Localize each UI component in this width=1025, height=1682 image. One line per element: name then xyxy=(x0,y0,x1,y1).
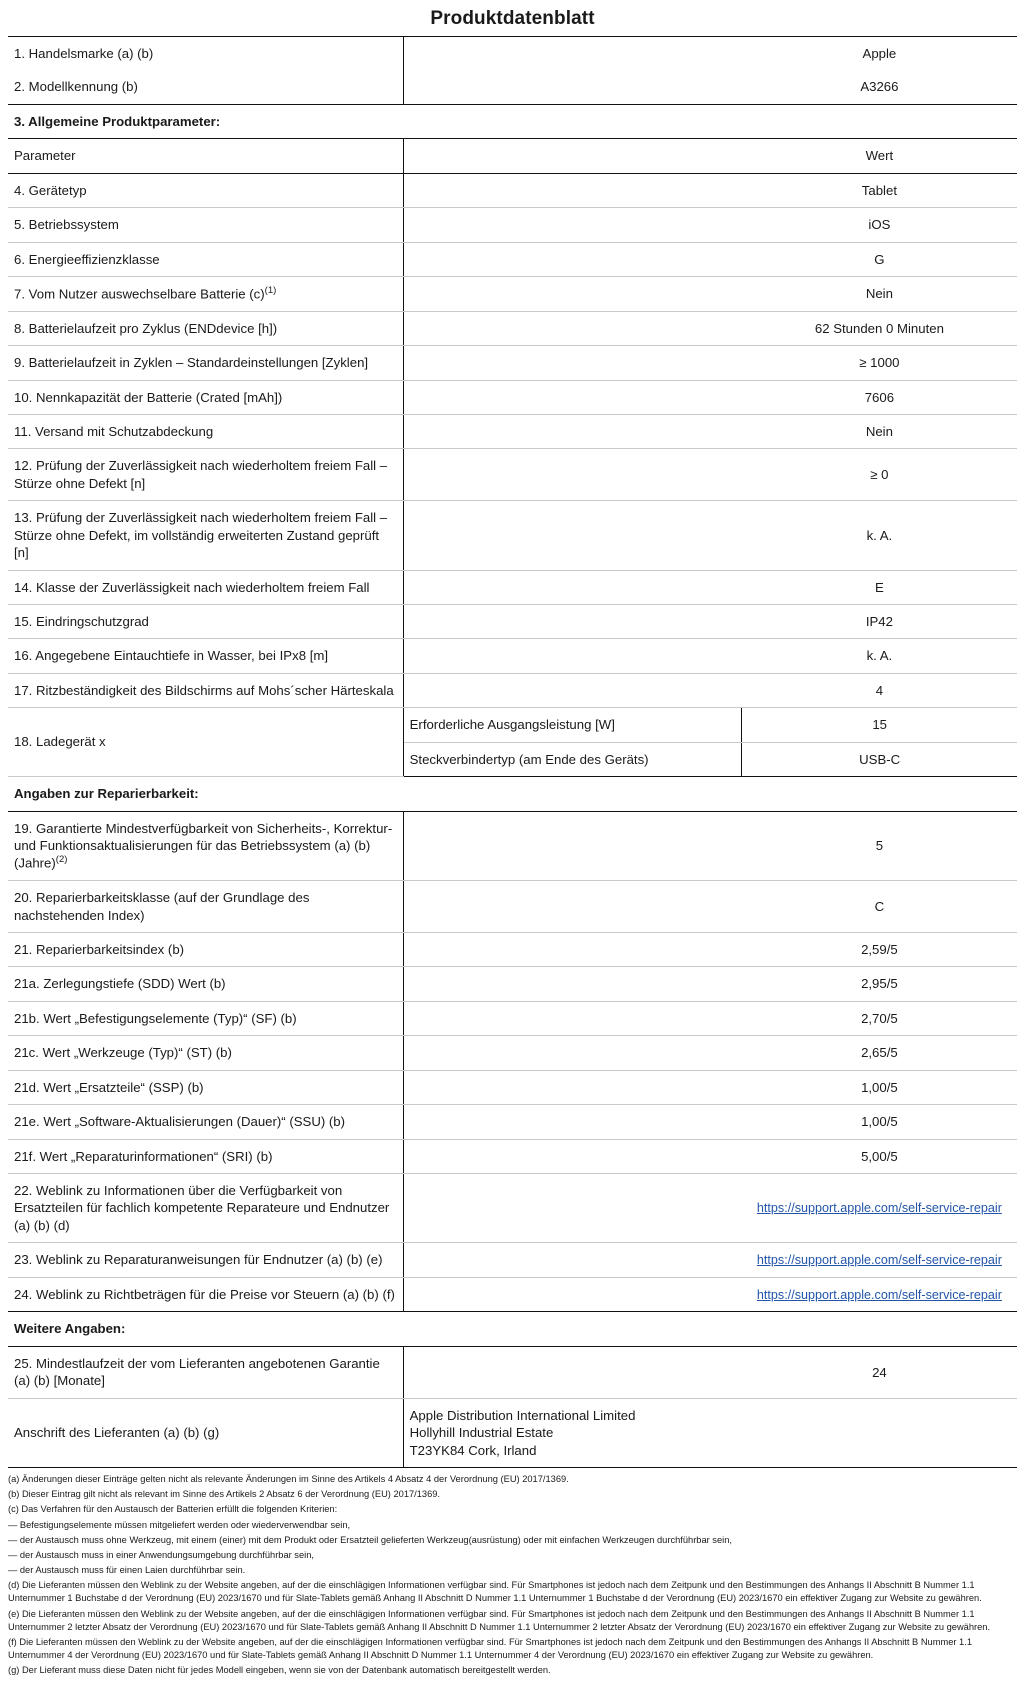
table-row xyxy=(8,346,1017,380)
row-label xyxy=(8,811,403,881)
table-row xyxy=(8,1139,1017,1173)
table-row xyxy=(8,1173,1017,1242)
row-value: G xyxy=(742,242,1017,276)
table-row xyxy=(8,1105,1017,1139)
self-service-repair-link[interactable]: https://support.apple.com/self-service-repair xyxy=(756,1287,1002,1302)
table-column-headers xyxy=(8,139,1017,173)
row-spacer xyxy=(403,70,742,104)
row-label: 4. Gerätetyp xyxy=(8,173,403,207)
table-row xyxy=(8,1277,1017,1312)
table-row xyxy=(8,1036,1017,1070)
row-value: 24 xyxy=(742,1346,1017,1398)
table-row-charger xyxy=(8,708,1017,742)
row-value: k. A. xyxy=(742,639,1017,673)
supplier-address-value xyxy=(403,1398,1017,1467)
row-spacer xyxy=(403,1346,742,1398)
table-row xyxy=(8,276,1017,311)
row-spacer xyxy=(403,449,742,501)
row-value: 7606 xyxy=(742,380,1017,414)
row-label: 13. Prüfung der Zuverlässigkeit nach wiederholtem freiem Fall – Stürze ohne Defekt, im vollständig erweiterten Zustand geprüft [n] xyxy=(8,501,403,570)
row-value: 62 Stunden 0 Minuten xyxy=(742,311,1017,345)
row-spacer xyxy=(403,1173,742,1242)
row-spacer xyxy=(403,639,742,673)
table-row xyxy=(8,242,1017,276)
row-label: 16. Angegebene Eintauchtiefe in Wasser, bei IPx8 [m] xyxy=(8,639,403,673)
supplier-address-line-3: T23YK84 Cork, Irland xyxy=(409,1442,537,1458)
datasheet-table xyxy=(8,36,1017,1468)
row-value: E xyxy=(742,570,1017,604)
row-label: 9. Batterielaufzeit in Zyklen – Standardeinstellungen [Zyklen] xyxy=(8,346,403,380)
section-header-general xyxy=(8,104,1017,138)
supplier-address-line-2: Hollyhill Industrial Estate xyxy=(409,1425,554,1441)
table-row xyxy=(8,1243,1017,1278)
table-row xyxy=(8,1001,1017,1035)
row-value: 2,70/5 xyxy=(742,1001,1017,1035)
row-label: 5. Betriebssystem xyxy=(8,208,403,242)
table-row xyxy=(8,311,1017,345)
footnote: (a) Änderungen dieser Einträge gelten nicht als relevante Änderungen im Sinne des Artikels 4 Absatz 4 der Verordnung (EU) 2017/1369. xyxy=(8,1473,569,1484)
row-spacer xyxy=(403,1001,742,1035)
row-value: USB-C xyxy=(742,742,1017,776)
table-row xyxy=(8,881,1017,933)
row-label: 20. Reparierbarkeitsklasse (auf der Grundlage des nachstehenden Index) xyxy=(8,881,403,933)
row-spacer xyxy=(403,501,742,570)
row-spacer xyxy=(403,967,742,1001)
row-value: 5 xyxy=(742,811,1017,881)
row-spacer xyxy=(403,1243,742,1278)
row-spacer xyxy=(403,276,742,311)
table-row xyxy=(8,449,1017,501)
footnote-marker: (2) xyxy=(55,854,68,866)
table-row xyxy=(8,639,1017,673)
row-spacer xyxy=(403,1036,742,1070)
row-label: 25. Mindestlaufzeit der vom Lieferanten angebotenen Garantie (a) (b) [Monate] xyxy=(8,1346,403,1398)
row-value: Apple xyxy=(742,37,1017,71)
row-spacer xyxy=(403,1070,742,1104)
footnote: (d) Die Lieferanten müssen den Weblink zu der Website angeben, auf der die einschlägigen Informationen verfügbar sind. Für Smartphones ist jedoch nach dem Zeitpunk und den Bestimmungen des Anhangs II Abschnitt B Nummer 1.1 Unternummer 1 Buchstabe d der Verordnung (EU) 2023/1670 und für Slate-Tablets gemäß Anhang II Abschnitt D Nummer 1.1 Unternummer 1 Buchstabe d der Verordnung (EU) 2023/1670 ein effektiver Zugang zur Website zu gewähren. xyxy=(8,1580,982,1604)
row-spacer xyxy=(403,311,742,345)
footnote: (c) Das Verfahren für den Austausch der Batterien erfüllt die folgenden Kriterien: xyxy=(8,1504,338,1515)
row-label: 24. Weblink zu Richtbeträgen für die Preise vor Steuern (a) (b) (f) xyxy=(8,1277,403,1312)
self-service-repair-link[interactable]: https://support.apple.com/self-service-repair xyxy=(756,1201,1002,1216)
footnote: (b) Dieser Eintrag gilt nicht als relevant im Sinne des Artikels 2 Absatz 6 der Verordnung (EU) 2017/1369. xyxy=(8,1489,441,1500)
row-value: C xyxy=(742,881,1017,933)
row-spacer xyxy=(403,933,742,967)
row-label: 12. Prüfung der Zuverlässigkeit nach wiederholtem freiem Fall – Stürze ohne Defekt [n] xyxy=(8,449,403,501)
row-spacer xyxy=(403,811,742,881)
section-label: Weitere Angaben: xyxy=(8,1312,1017,1346)
footnotes xyxy=(8,1473,1017,1678)
row-value: Nein xyxy=(742,276,1017,311)
table-row xyxy=(8,415,1017,449)
row-label: 2. Modellkennung (b) xyxy=(8,70,403,104)
row-label xyxy=(8,276,403,311)
row-label-text: 19. Garantierte Mindestverfügbarkeit von Sicherheits-, Korrektur- und Funktionsaktualisierungen für das Betriebssystem (a) (b) (Jahre) xyxy=(14,820,393,871)
column-header-parameter: Parameter xyxy=(8,139,403,173)
footnote: (f) Die Lieferanten müssen den Weblink zu der Website angeben, auf der die einschlägigen Informationen verfügbar sind. Für Smartphones ist jedoch nach dem Zeitpunk und den Bestimmungen des Anhangs II Abschnitt B Nummer 1.1 Unternummer 4 der Verordnung (EU) 2023/1670 und für Slate-Tablets gemäß Anhang II Abschnitt D Nummer 1.1 Unternummer 4 der Verordnung (EU) 2023/1670 ein effektiver Zugang zur Website zu gewähren. xyxy=(8,1637,972,1661)
row-label: 21d. Wert „Ersatzteile“ (SSP) (b) xyxy=(8,1070,403,1104)
row-value: A3266 xyxy=(742,70,1017,104)
row-spacer xyxy=(403,139,742,173)
section-label: 3. Allgemeine Produktparameter: xyxy=(8,104,1017,138)
row-spacer xyxy=(403,380,742,414)
row-spacer xyxy=(403,1105,742,1139)
product-information-sheet xyxy=(0,8,1025,1682)
footnote: — Befestigungselemente müssen mitgeliefert werden oder wiederverwendbar sein, xyxy=(8,1519,351,1530)
table-row xyxy=(8,967,1017,1001)
row-label: 23. Weblink zu Reparaturanweisungen für Endnutzer (a) (b) (e) xyxy=(8,1243,403,1278)
footnote: (e) Die Lieferanten müssen den Weblink zu der Website angeben, auf der die einschlägigen Informationen verfügbar sind. Für Smartphones ist jedoch nach dem Zeitpunk und den Bestimmungen des Anhangs II Abschnitt B Nummer 1.1 Unternummer 2 letzter Absatz der Verordnung (EU) 2023/1670 und für Slate-Tablets gemäß Anhang II Abschnitt D Nummer 1.1 Unternummer 2 letzter Absatz der Verordnung (EU) 2023/1670 ein effektiver Zugang zur Website zu gewähren. xyxy=(8,1608,991,1632)
row-label: 14. Klasse der Zuverlässigkeit nach wiederholtem freiem Fall xyxy=(8,570,403,604)
row-value: 2,65/5 xyxy=(742,1036,1017,1070)
table-row xyxy=(8,673,1017,707)
row-value: 15 xyxy=(742,708,1017,742)
row-value xyxy=(742,1173,1017,1242)
section-header-further xyxy=(8,1312,1017,1346)
row-label: 22. Weblink zu Informationen über die Verfügbarkeit von Ersatzteilen für fachlich kompetente Reparateure und Endnutzer (a) (b) (d) xyxy=(8,1173,403,1242)
table-row xyxy=(8,811,1017,881)
column-header-value: Wert xyxy=(742,139,1017,173)
row-spacer xyxy=(403,37,742,71)
row-value: ≥ 1000 xyxy=(742,346,1017,380)
table-row xyxy=(8,1070,1017,1104)
footnote: — der Austausch muss für einen Laien durchführbar sein. xyxy=(8,1565,246,1576)
row-value: ≥ 0 xyxy=(742,449,1017,501)
row-value: Nein xyxy=(742,415,1017,449)
table-row xyxy=(8,208,1017,242)
row-label-text: 7. Vom Nutzer auswechselbare Batterie (c) xyxy=(14,286,265,302)
row-spacer xyxy=(403,570,742,604)
table-row xyxy=(8,604,1017,638)
table-row xyxy=(8,70,1017,104)
row-spacer xyxy=(403,1277,742,1312)
row-spacer xyxy=(403,604,742,638)
table-row-supplier-address xyxy=(8,1398,1017,1467)
row-label: 17. Ritzbeständigkeit des Bildschirms auf Mohs´scher Härteskala xyxy=(8,673,403,707)
section-label: Angaben zur Reparierbarkeit: xyxy=(8,777,1017,811)
footnote: (g) Der Lieferant muss diese Daten nicht für jedes Modell eingeben, wenn sie von der Datenbank automatisch bereitgestellt werden. xyxy=(8,1665,551,1676)
supplier-address-line-1: Apple Distribution International Limited xyxy=(409,1407,636,1423)
row-label: 18. Ladegerät x xyxy=(8,708,403,777)
row-spacer xyxy=(403,415,742,449)
row-value: 1,00/5 xyxy=(742,1070,1017,1104)
table-row xyxy=(8,933,1017,967)
row-spacer xyxy=(403,346,742,380)
footnote: — der Austausch muss ohne Werkzeug, mit einem (einer) mit dem Produkt oder Ersatzteil gelieferten Werkzeug(ausrüstung) oder mit einfachen Werkzeugen durchführbar sein, xyxy=(8,1534,732,1545)
row-value: 1,00/5 xyxy=(742,1105,1017,1139)
row-value: 5,00/5 xyxy=(742,1139,1017,1173)
row-value: k. A. xyxy=(742,501,1017,570)
row-label: 21b. Wert „Befestigungselemente (Typ)“ (SF) (b) xyxy=(8,1001,403,1035)
row-value: 2,59/5 xyxy=(742,933,1017,967)
row-label: 6. Energieeffizienzklasse xyxy=(8,242,403,276)
self-service-repair-link[interactable]: https://support.apple.com/self-service-repair xyxy=(756,1253,1002,1268)
row-label: Anschrift des Lieferanten (a) (b) (g) xyxy=(8,1398,403,1467)
row-label: 8. Batterielaufzeit pro Zyklus (ENDdevice [h]) xyxy=(8,311,403,345)
table-row xyxy=(8,570,1017,604)
table-row xyxy=(8,501,1017,570)
row-label: 10. Nennkapazität der Batterie (Crated [mAh]) xyxy=(8,380,403,414)
row-spacer xyxy=(403,881,742,933)
row-label: 21e. Wert „Software-Aktualisierungen (Dauer)“ (SSU) (b) xyxy=(8,1105,403,1139)
row-value xyxy=(742,1243,1017,1278)
row-label: 21a. Zerlegungstiefe (SDD) Wert (b) xyxy=(8,967,403,1001)
row-label: 15. Eindringschutzgrad xyxy=(8,604,403,638)
table-row xyxy=(8,37,1017,71)
page-title: Produktdatenblatt xyxy=(430,8,595,29)
footnote: — der Austausch muss in einer Anwendungsumgebung durchführbar sein, xyxy=(8,1549,314,1560)
row-spacer xyxy=(403,242,742,276)
row-value: Tablet xyxy=(742,173,1017,207)
row-label: 1. Handelsmarke (a) (b) xyxy=(8,37,403,71)
footnote-marker: (1) xyxy=(264,284,277,296)
row-spacer xyxy=(403,173,742,207)
table-row xyxy=(8,1346,1017,1398)
row-label: 21. Reparierbarkeitsindex (b) xyxy=(8,933,403,967)
row-label: 21c. Wert „Werkzeuge (Typ)“ (ST) (b) xyxy=(8,1036,403,1070)
section-header-repairability xyxy=(8,777,1017,811)
table-row xyxy=(8,173,1017,207)
charger-sub-label: Erforderliche Ausgangsleistung [W] xyxy=(403,708,742,742)
row-value: iOS xyxy=(742,208,1017,242)
row-value: 2,95/5 xyxy=(742,967,1017,1001)
table-row xyxy=(8,380,1017,414)
row-label: 11. Versand mit Schutzabdeckung xyxy=(8,415,403,449)
row-spacer xyxy=(403,673,742,707)
row-value: 4 xyxy=(742,673,1017,707)
row-value xyxy=(742,1277,1017,1312)
row-value: IP42 xyxy=(742,604,1017,638)
row-label: 21f. Wert „Reparaturinformationen“ (SRI) (b) xyxy=(8,1139,403,1173)
row-spacer xyxy=(403,1139,742,1173)
row-spacer xyxy=(403,208,742,242)
charger-sub-label: Steckverbindertyp (am Ende des Geräts) xyxy=(403,742,742,776)
